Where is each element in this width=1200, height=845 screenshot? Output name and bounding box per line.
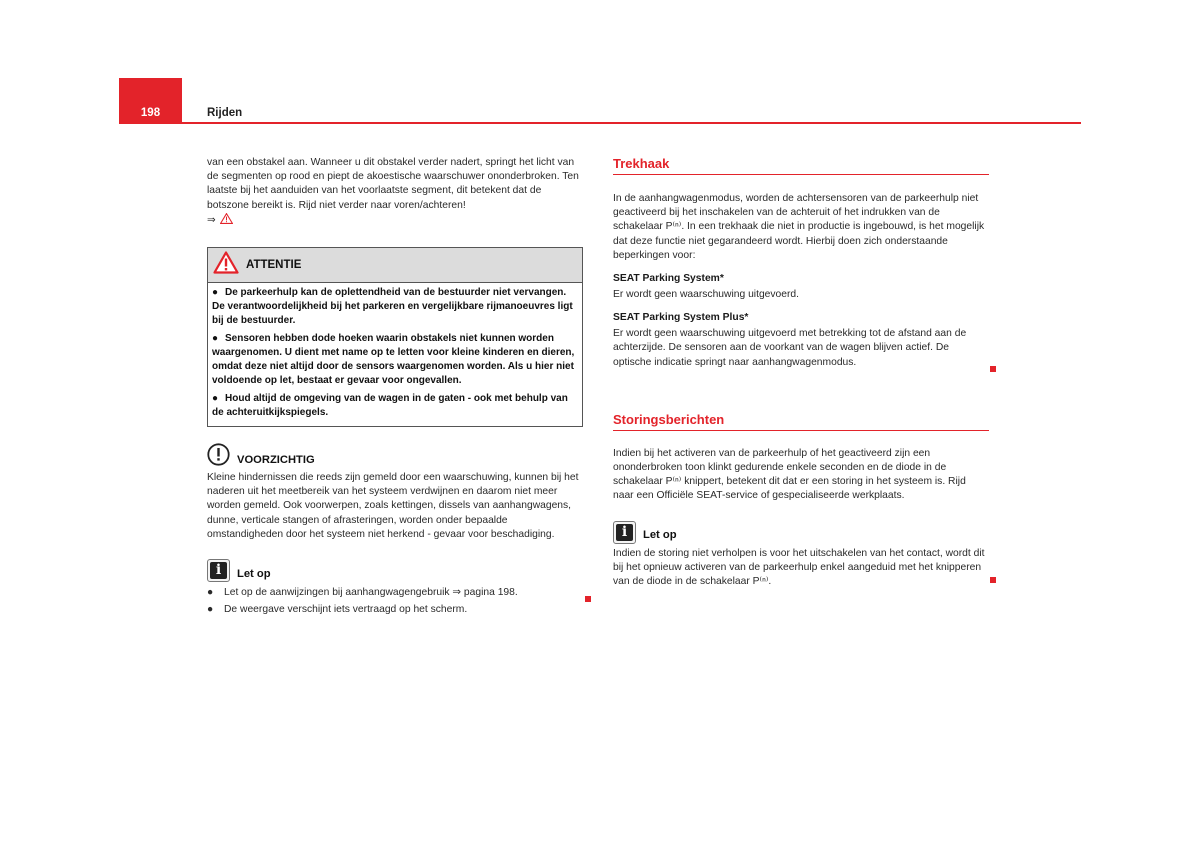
intro-ref-arrow: ⇒ <box>207 214 216 226</box>
attention-item: ● Houd altijd de omgeving van de wagen in de gaten - ook met behulp van de achteruitkijkspiegels. <box>212 393 568 419</box>
subsection-text: Er wordt geen waarschuwing uitgevoerd. <box>613 289 800 301</box>
attention-body <box>208 283 582 426</box>
info-icon: i <box>613 521 636 544</box>
page-number: 198 <box>140 107 161 119</box>
subsection-text: Er wordt geen waarschuwing uitgevoerd met betrekking tot de afstand aan de achterzijde. De sensoren aan de voorkant van de wagen blijven actief. De optische indicatie springt naar aanhangwagenmodus. <box>613 328 967 368</box>
attention-box <box>207 247 583 427</box>
caution-text: Kleine hindernissen die reeds zijn gemeld door een waarschuwing, kunnen bij het naderen uit het meetbereik van het systeem verdwijnen en daarom niet meer worden gemeld. Ook voorwerpen, zoals kettingen, dissels van aanhangwagens, dunne, verticale stangen of afrasteringen, worden onder bepaalde omstandigheden door het systeem niet herkend - gevaar voor beschadiging. <box>207 472 579 540</box>
right-column <box>613 156 989 589</box>
section-end-mark <box>990 577 996 583</box>
section-title-storingsberichten: Storingsberichten <box>613 412 989 431</box>
note-title: Let op <box>237 567 271 580</box>
list-item: ● Let op de aanwijzingen bij aanhangwagengebruik ⇒ pagina 198. <box>207 587 518 599</box>
attention-header <box>208 248 582 283</box>
list-item-text: De weergave verschijnt iets vertraagd op het scherm. <box>224 604 468 616</box>
caution-circle-icon <box>207 443 230 471</box>
attention-item: ● Sensoren hebben dode hoeken waarin obstakels niet kunnen worden waargenomen. U dient met name op te letten voor kleine kinderen en dieren, omdat deze niet altijd door de sensors waargenomen worden. Als u hier niet voldoende op let, bestaat er gevaar voor ongevallen. <box>212 333 575 387</box>
intro-paragraph <box>207 156 583 229</box>
subsection-title: SEAT Parking System Plus* <box>613 312 749 324</box>
header-rule <box>119 122 1081 124</box>
attention-item-text: Houd altijd de omgeving van de wagen in de gaten - ook met behulp van de achteruitkijkspiegels. <box>212 393 568 419</box>
attention-title: ATTENTIE <box>246 259 302 272</box>
warning-triangle-icon <box>213 251 239 279</box>
attention-item-text: Sensoren hebben dode hoeken waarin obstakels niet kunnen worden waargenomen. U dient met name op te letten voor kleine kinderen en dieren, omdat deze niet altijd door de sensors waargenomen worden. Als u hier niet voldoende op let, bestaat er gevaar voor ongevallen. <box>212 333 575 387</box>
chapter-title: Rijden <box>207 107 243 119</box>
storing-text: Indien bij het activeren van de parkeerhulp of het geactiveerd zijn een ononderbroken toon klinkt gedurende enkele seconden en de diode in de schakelaar P⁽ⁿ⁾ knippert, betekent dit dat er een storing in het systeem is. Rijd naar een Officiële SEAT-service of gespecialiseerde werkplaats. <box>613 447 966 502</box>
attention-item-text: De parkeerhulp kan de oplettendheid van de bestuurder niet vervangen. De verantwoordelijkheid bij het parkeren en vergelijkbare rijmanoeuvres ligt bij de bestuurder. <box>212 287 573 327</box>
list-item: ● De weergave verschijnt iets vertraagd op het scherm. <box>207 604 468 616</box>
trekhaak-text: In de aanhangwagenmodus, worden de achtersensoren van de parkeerhulp niet geactiveerd bij het inschakelen van de achteruit of het indrukken van de schakelaar P⁽ⁿ⁾. In een trekhaak die niet in productie is ingebouwd, is het mogelijk dat deze functie niet gegarandeerd wordt. Hierbij doen zich onderstaande beperkingen voor: <box>613 193 985 261</box>
caution-title: VOORZICHTIG <box>237 453 315 466</box>
note-title: Let op <box>643 529 677 542</box>
attention-item: ● De parkeerhulp kan de oplettendheid van de bestuurder niet vervangen. De verantwoordelijkheid bij het parkeren en vergelijkbare rijmanoeuvres ligt bij de bestuurder. <box>212 287 573 327</box>
section-end-mark <box>990 366 996 372</box>
intro-text: van een obstakel aan. Wanneer u dit obstakel verder nadert, springt het licht van de segmenten op rood en piept de akoestische waarschuwer ononderbroken. Ten laatste bij het aanduiden van het voorlaatste segment, dit betekent dat de botszone bereikt is. Rijd niet verder naar voren/achteren! <box>207 157 579 211</box>
subsection-title: SEAT Parking System* <box>613 273 724 285</box>
note-header <box>613 520 989 545</box>
section-title-trekhaak: Trekhaak <box>613 156 989 175</box>
list-item-text: Let op de aanwijzingen bij aanhangwagengebruik ⇒ pagina 198. <box>224 587 518 599</box>
section-end-mark <box>585 596 591 602</box>
left-column <box>207 156 583 617</box>
caution-header <box>207 444 583 469</box>
warning-triangle-icon[interactable] <box>220 213 233 229</box>
note-header <box>207 558 583 583</box>
info-icon: i <box>207 559 230 582</box>
storing-note-text: Indien de storing niet verholpen is voor het uitschakelen van het contact, wordt dit bij het opnieuw activeren van de parkeerhulp enkel aangeduid met het knipperen van de diode in de schakelaar P⁽ⁿ⁾. <box>613 547 985 588</box>
